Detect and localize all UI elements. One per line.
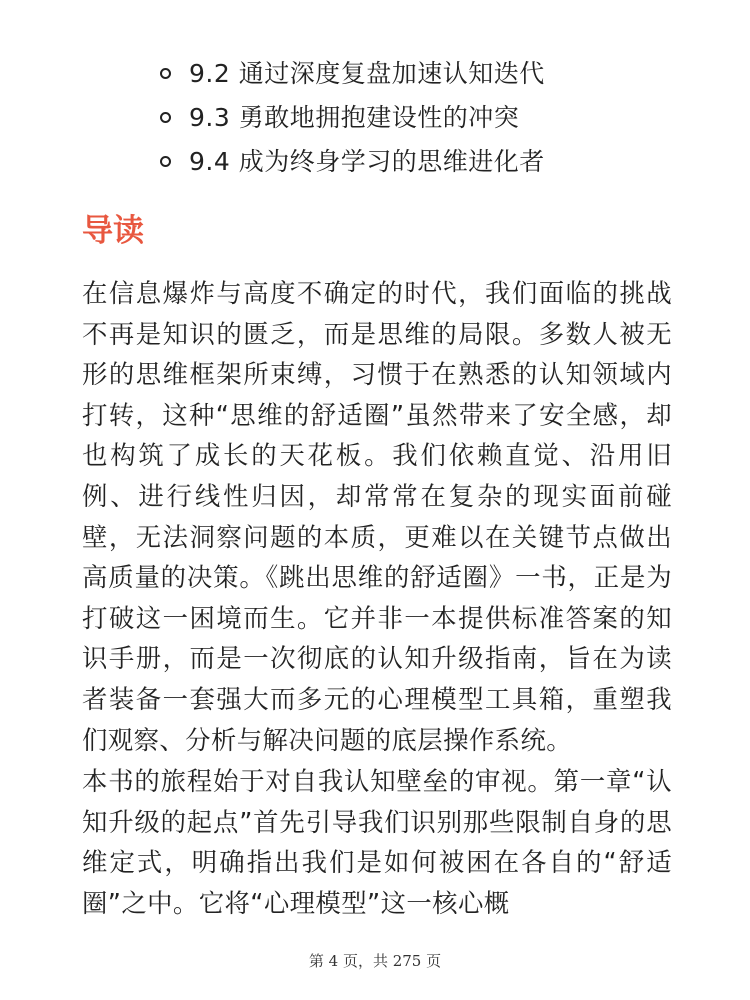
hollow-bullet-icon (160, 68, 171, 79)
toc-item (160, 52, 545, 96)
hollow-bullet-icon (160, 112, 171, 123)
page-number: 第 4 页，共 275 页 (308, 952, 442, 970)
toc-item-label: 9.2 通过深度复盘加速认知迭代 (189, 59, 545, 88)
toc-list (160, 52, 545, 184)
body-paragraph: 在信息爆炸与高度不确定的时代，我们面临的挑战不再是知识的匮乏，而是思维的局限。多数人被无形的思维框架所束缚，习惯于在熟悉的认知领域内打转，这种“思维的舒适圈”虽然带来了安全感，却也构筑了成长的天花板。我们依赖直觉、沿用旧例、进行线性归因，却常常在复杂的现实面前碰壁，无法洞察问题的本质，更难以在关键节点做出高质量的决策。《跳出思维的舒适圈》一书，正是为打破这一困境而生。它并非一本提供标准答案的知识手册，而是一次彻底的认知升级指南，旨在为读者装备一套强大而多元的心理模型工具箱，重塑我们观察、分析与解决问题的底层操作系统。 (82, 278, 672, 755)
toc-item (160, 96, 545, 140)
hollow-bullet-icon (160, 156, 171, 167)
body-paragraph: 本书的旅程始于对自我认知壁垒的审视。第一章“认知升级的起点”首先引导我们识别那些限制自身的思维定式，明确指出我们是如何被困在各自的“舒适圈”之中。它将“心理模型”这一核心概 (82, 766, 672, 918)
toc-item (160, 140, 545, 184)
toc-item-label: 9.3 勇敢地拥抱建设性的冲突 (189, 103, 520, 132)
section-heading: 导读 (82, 213, 144, 249)
toc-item-label: 9.4 成为终身学习的思维进化者 (189, 147, 545, 176)
